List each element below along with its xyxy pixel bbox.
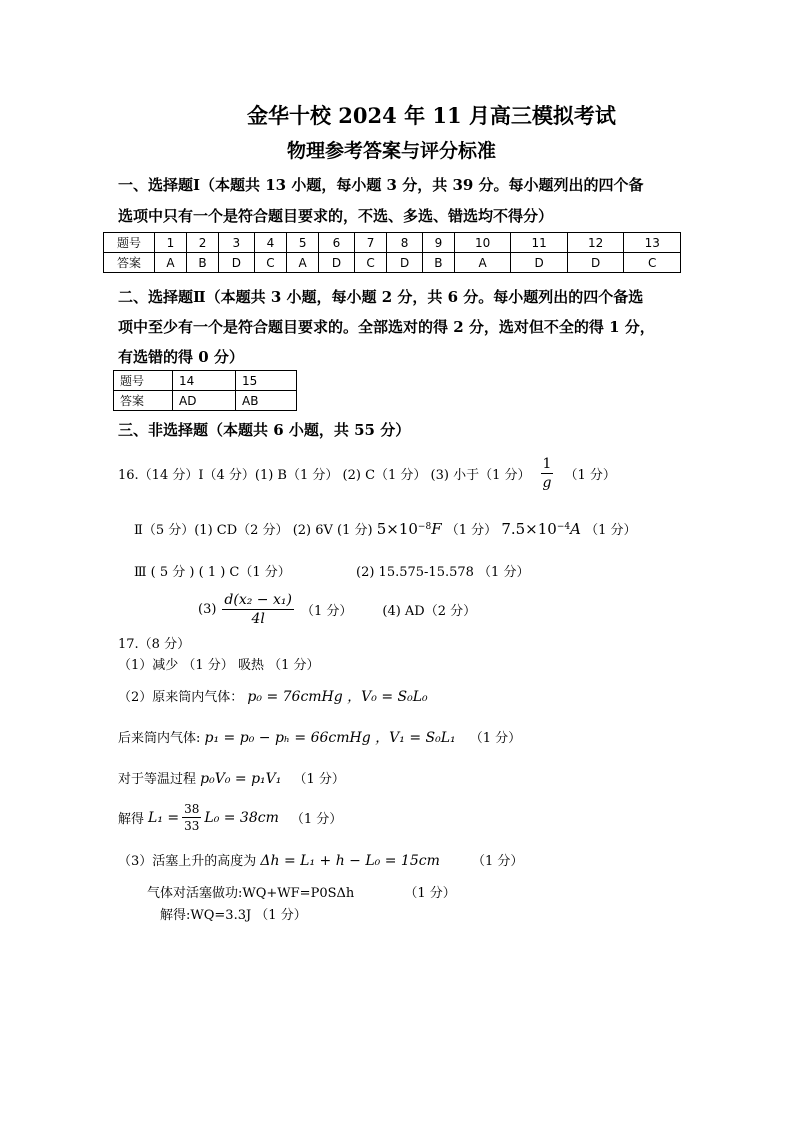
answer-cell: B xyxy=(186,253,218,273)
current-exponent: −4 xyxy=(556,522,571,532)
q17-part3-label: 后来筒内气体: xyxy=(118,731,201,746)
question-cell: 10 xyxy=(454,233,511,253)
q17-part7-score: （1 分） xyxy=(404,886,456,901)
question-cell: 11 xyxy=(511,233,568,253)
q16-line2-score1: （1 分） xyxy=(445,523,498,538)
answer-cell: D xyxy=(319,253,355,273)
q17-part7 xyxy=(147,882,456,901)
q16-line4-score: （1 分） xyxy=(300,604,353,619)
q17-part5-label: 解得 xyxy=(118,812,145,827)
q17-fraction-38-33 xyxy=(182,802,201,833)
section1-answer-table xyxy=(103,232,681,273)
question-cell: 15 xyxy=(236,371,297,391)
fraction-denominator: 4l xyxy=(251,611,265,627)
q16-line2-text: Ⅱ（5 分）(1) CD（2 分） (2) 6V (1 分) xyxy=(134,523,373,538)
answer-cell: D xyxy=(219,253,255,273)
current-mantissa: 7.5×10 xyxy=(501,520,557,538)
q16-line4-part4: (4) AD（2 分） xyxy=(382,604,477,619)
answer-cell: C xyxy=(624,253,681,273)
q17-part5-lhs: L₁ = xyxy=(148,809,180,826)
q17-part4-score: （1 分） xyxy=(293,772,345,787)
section2-answer-table xyxy=(113,370,297,411)
q17-part4-label: 对于等温过程 xyxy=(118,772,197,787)
answer-cell: D xyxy=(511,253,568,273)
section2-heading-line1: 二、选择题Ⅱ（本题共 3 小题，每小题 2 分，共 6 分。每小题列出的四个备选 xyxy=(118,288,644,306)
q17-part5 xyxy=(118,802,342,833)
fraction-denominator: g xyxy=(542,475,552,491)
table-row-questions xyxy=(114,371,297,391)
table-row-answers xyxy=(104,253,681,273)
section1-heading-line1: 一、选择题Ⅰ（本题共 13 小题，每小题 3 分，共 39 分。每小题列出的四个备 xyxy=(118,176,644,194)
table-header-cell: 答案 xyxy=(104,253,155,273)
q17-part7-label: 气体对活塞做功:W xyxy=(147,886,256,901)
question-cell: 12 xyxy=(567,233,624,253)
q16-line4 xyxy=(198,592,476,627)
q17-part5-rhs: L₀ = 38cm xyxy=(204,809,279,826)
answer-cell: AD xyxy=(173,391,236,411)
q17-part3-math: p₁ = p₀ − pₕ = 66cmHg ，V₁ = S₀L₁ xyxy=(204,730,456,746)
q16-line2 xyxy=(134,519,637,538)
section2-heading-line2: 项中至少有一个是符合题目要求的。全部选对的得 2 分，选对但不全的得 1 分， xyxy=(118,318,655,336)
capacitance-unit: F xyxy=(431,520,442,538)
question-cell: 3 xyxy=(219,233,255,253)
table-header-cell: 题号 xyxy=(114,371,173,391)
q16-line3-part1: Ⅲ ( 5 分 ) ( 1 ) C（1 分） xyxy=(134,565,291,580)
q17-part1: （1）减少 （1 分） 吸热 （1 分） xyxy=(118,658,320,673)
q17-part3 xyxy=(118,727,521,747)
q17-part4 xyxy=(118,768,345,787)
question-cell: 6 xyxy=(319,233,355,253)
answer-cell: D xyxy=(387,253,423,273)
capacitance-exponent: −8 xyxy=(417,522,432,532)
question-cell: 13 xyxy=(624,233,681,253)
answer-cell: C xyxy=(354,253,387,273)
q17-part4-math: p₀V₀ = p₁V₁ xyxy=(200,771,282,787)
q16-line4-label: (3) xyxy=(198,602,217,617)
q16-current xyxy=(501,520,581,538)
question-cell: 1 xyxy=(155,233,187,253)
question-cell: 5 xyxy=(287,233,319,253)
q16-line1 xyxy=(118,456,616,491)
answer-cell: D xyxy=(567,253,624,273)
q17-part6-label: （3）活塞上升的高度为 xyxy=(118,854,257,869)
answer-cell: A xyxy=(454,253,511,273)
q16-line1-text: 16.（14 分）Ⅰ（4 分）(1) B（1 分） (2) C（1 分） (3) 小于（1 分） xyxy=(118,468,531,483)
answer-cell: B xyxy=(422,253,454,273)
page-subtitle: 物理参考答案与评分标准 xyxy=(287,140,497,162)
table-row-answers xyxy=(114,391,297,411)
q16-line1-score: （1 分） xyxy=(564,468,616,483)
question-cell: 2 xyxy=(186,233,218,253)
q16-line2-score2: （1 分） xyxy=(585,523,637,538)
table-header-cell: 答案 xyxy=(114,391,173,411)
section1-heading-line2: 选项中只有一个是符合题目要求的，不选、多选、错选均不得分） xyxy=(118,207,554,225)
page-title: 金华十校 2024 年 11 月高三模拟考试 xyxy=(247,103,616,128)
fraction-numerator: d(x₂ − x₁) xyxy=(224,592,292,608)
q17-part3-score: （1 分） xyxy=(469,731,522,746)
answer-cell: C xyxy=(254,253,287,273)
answer-cell: A xyxy=(155,253,187,273)
question-cell: 8 xyxy=(387,233,423,253)
answer-cell: A xyxy=(287,253,319,273)
q16-capacitance xyxy=(377,520,442,538)
question-cell: 4 xyxy=(254,233,287,253)
section3-heading: 三、非选择题（本题共 6 小题，共 55 分） xyxy=(118,421,411,439)
fraction-numerator: 38 xyxy=(184,802,200,816)
table-row-questions xyxy=(104,233,681,253)
q16-line3-part2: (2) 15.575-15.578 （1 分） xyxy=(356,565,530,580)
q17-part8: 解得:WQ=3.3J （1 分） xyxy=(160,908,307,923)
table-header-cell: 题号 xyxy=(104,233,155,253)
question-cell: 9 xyxy=(422,233,454,253)
q17-part6 xyxy=(118,850,523,869)
q17-part5-score: （1 分） xyxy=(290,812,343,827)
answer-cell: AB xyxy=(236,391,297,411)
q17-part7-math: Q+WF=P0SΔh xyxy=(255,886,355,901)
q16-fraction-one-over-g xyxy=(541,456,554,491)
q17-part2-math: p₀ = 76cmHg ，V₀ = S₀L₀ xyxy=(247,689,428,705)
q17-part2 xyxy=(118,686,428,706)
q17-part6-math: Δh = L₁ + h − L₀ = 15cm xyxy=(260,853,440,869)
fraction-denominator: 33 xyxy=(184,819,200,833)
section2-heading-line3: 有选错的得 0 分） xyxy=(118,348,244,366)
fraction-numerator: 1 xyxy=(542,456,552,472)
q17-part6-score: （1 分） xyxy=(471,854,524,869)
question-cell: 14 xyxy=(173,371,236,391)
q17-title: 17.（8 分） xyxy=(118,637,191,652)
q17-part2-label: （2）原来筒内气体： xyxy=(118,690,244,705)
q16-fraction-formula xyxy=(222,592,294,627)
current-unit: A xyxy=(570,520,581,538)
question-cell: 7 xyxy=(354,233,387,253)
capacitance-mantissa: 5×10 xyxy=(376,520,418,538)
